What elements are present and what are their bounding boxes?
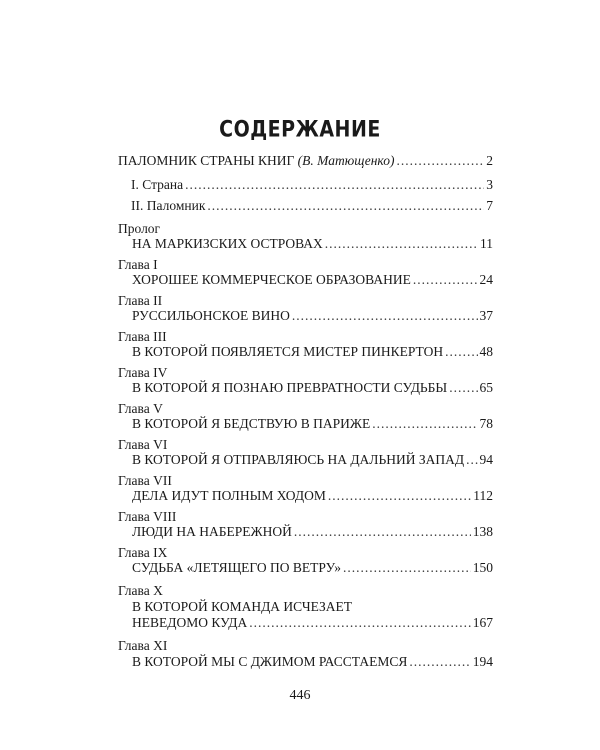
entry-label: Пролог [118, 221, 161, 236]
dot-leader [292, 308, 478, 324]
toc-entry [132, 654, 493, 670]
entry-label: Глава VII [118, 473, 172, 488]
entry-label: Глава V [118, 401, 163, 416]
entry-title: В КОТОРОЙ Я ОТПРАВЛЯЮСЬ НА ДАЛЬНИЙ ЗАПАД [132, 452, 465, 467]
toc-entry-preface [118, 153, 493, 169]
toc-entry [132, 615, 493, 631]
dot-leader [294, 524, 471, 540]
entry-page: 112 [473, 488, 493, 503]
toc-entry [132, 452, 493, 468]
entry-title: В КОТОРОЙ МЫ С ДЖИМОМ РАССТАЕМСЯ [132, 654, 408, 669]
toc-entry [132, 308, 493, 324]
entry-label: Глава XI [118, 638, 168, 653]
entry-page: 24 [479, 272, 493, 287]
entry-title: НА МАРКИЗСКИХ ОСТРОВАХ [132, 236, 323, 251]
entry-page: 150 [472, 560, 493, 575]
dot-leader [185, 177, 484, 193]
toc-entry [132, 344, 493, 360]
entry-page: 3 [486, 177, 493, 192]
entry-label: Глава VI [118, 437, 168, 452]
toc-entry [132, 488, 493, 504]
entry-title-line1: В КОТОРОЙ КОМАНДА ИСЧЕЗАЕТ [132, 599, 353, 614]
entry-title: ПАЛОМНИК СТРАНЫ КНИГ [118, 153, 295, 168]
entry-page: 78 [479, 416, 493, 431]
dot-leader [396, 153, 484, 169]
dot-leader [413, 272, 478, 288]
entry-page: 138 [472, 524, 493, 539]
entry-label: Глава II [118, 293, 163, 308]
entry-title: РУССИЛЬОНСКОЕ ВИНО [132, 308, 290, 323]
dot-leader [343, 560, 471, 576]
dot-leader [328, 488, 471, 504]
page-title: СОДЕРЖАНИЕ [219, 117, 381, 143]
entry-title: В КОТОРОЙ Я ПОЗНАЮ ПРЕВРАТНОСТИ СУДЬБЫ [132, 380, 448, 395]
entry-author: (В. Матющенко) [297, 153, 395, 168]
dot-leader [466, 452, 477, 468]
toc-entry [132, 380, 493, 396]
dot-leader [207, 198, 484, 214]
entry-title: В КОТОРОЙ ПОЯВЛЯЕТСЯ МИСТЕР ПИНКЕРТОН [132, 344, 444, 359]
entry-title: I. Страна [131, 177, 184, 192]
entry-title: НЕВЕДОМО КУДА [132, 615, 248, 630]
entry-label: Глава X [118, 583, 163, 598]
dot-leader [409, 654, 470, 670]
entry-page: 167 [472, 615, 493, 630]
toc-entry [132, 416, 493, 432]
entry-label: Глава I [118, 257, 158, 272]
entry-title: ДЕЛА ИДУТ ПОЛНЫМ ХОДОМ [132, 488, 326, 503]
entry-label: Глава VIII [118, 509, 177, 524]
entry-title: ХОРОШЕЕ КОММЕРЧЕСКОЕ ОБРАЗОВАНИЕ [132, 272, 411, 287]
dot-leader [372, 416, 477, 432]
entry-page: 65 [479, 380, 493, 395]
entry-page: 2 [486, 153, 493, 168]
entry-label: Глава IX [118, 545, 168, 560]
entry-page: 194 [472, 654, 493, 669]
entry-page: 11 [480, 236, 493, 251]
entry-page: 48 [479, 344, 493, 359]
entry-page: 37 [479, 308, 493, 323]
dot-leader [325, 236, 478, 252]
dot-leader [249, 615, 471, 631]
toc-entry-section [131, 177, 493, 193]
toc-entry-section [131, 198, 493, 214]
toc-entry [132, 560, 493, 576]
page-number: 446 [289, 688, 311, 703]
entry-title: СУДЬБА «ЛЕТЯЩЕГО ПО ВЕТРУ» [132, 560, 342, 575]
dot-leader [449, 380, 477, 396]
entry-title: ЛЮДИ НА НАБЕРЕЖНОЙ [132, 524, 292, 539]
toc-entry [132, 524, 493, 540]
entry-title: II. Паломник [131, 198, 206, 213]
toc-entry [132, 272, 493, 288]
dot-leader [445, 344, 477, 360]
entry-page: 7 [486, 198, 493, 213]
entry-page: 94 [479, 452, 493, 467]
entry-title: В КОТОРОЙ Я БЕДСТВУЮ В ПАРИЖЕ [132, 416, 371, 431]
entry-label: Глава IV [118, 365, 168, 380]
toc-entry [132, 236, 493, 252]
entry-label: Глава III [118, 329, 167, 344]
